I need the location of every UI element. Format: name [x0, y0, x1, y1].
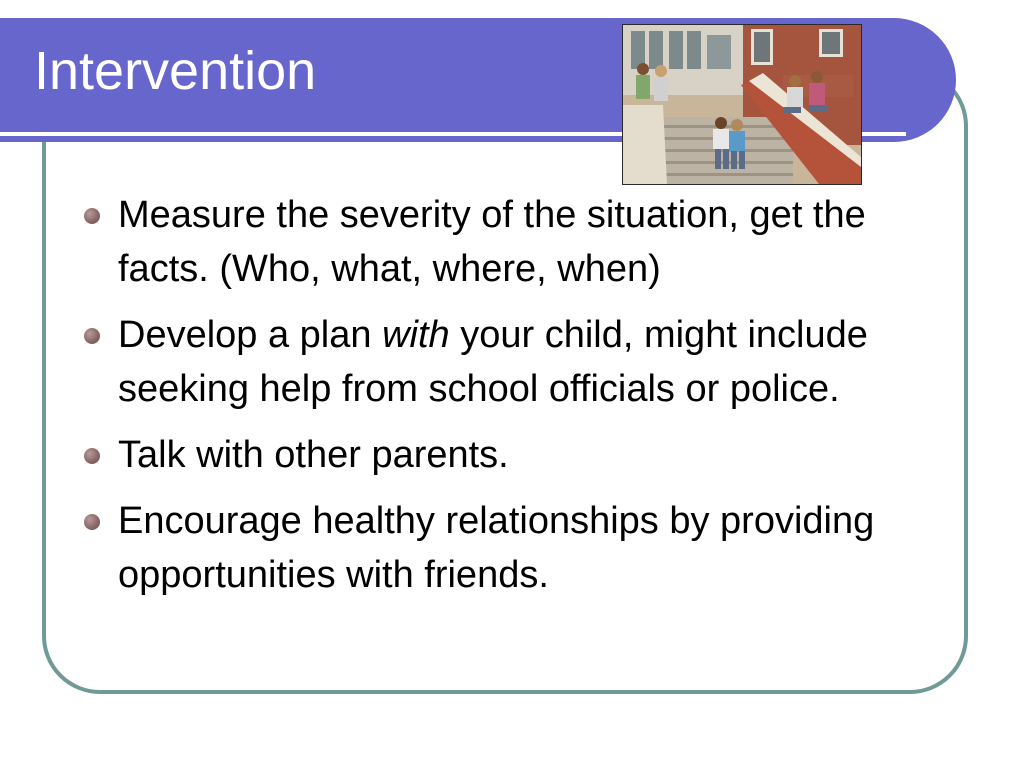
- bullet-text-emphasis: with: [382, 314, 450, 356]
- bullet-dot-icon: [84, 208, 100, 224]
- bullet-item: [80, 308, 960, 416]
- bullet-dot-icon: [84, 328, 100, 344]
- bullet-dot-icon: [84, 448, 100, 464]
- bullet-text-before: Develop a plan: [118, 314, 383, 356]
- bullet-text: Encourage healthy relationships by providing opportunities with friends.: [118, 500, 875, 596]
- students-on-steps-photo: [622, 24, 862, 185]
- bullet-list: [80, 188, 960, 614]
- bullet-item: [80, 428, 960, 482]
- bullet-item: [80, 494, 960, 602]
- bullet-text-after: your child, might include seeking help from school officials or police.: [118, 314, 868, 410]
- bullet-item: [80, 188, 960, 296]
- bullet-text: Measure the severity of the situation, get the facts. (Who, what, where, when): [118, 194, 866, 290]
- slide-title: Intervention: [34, 41, 317, 101]
- bullet-text: Talk with other parents.: [118, 434, 509, 476]
- bullet-dot-icon: [84, 514, 100, 530]
